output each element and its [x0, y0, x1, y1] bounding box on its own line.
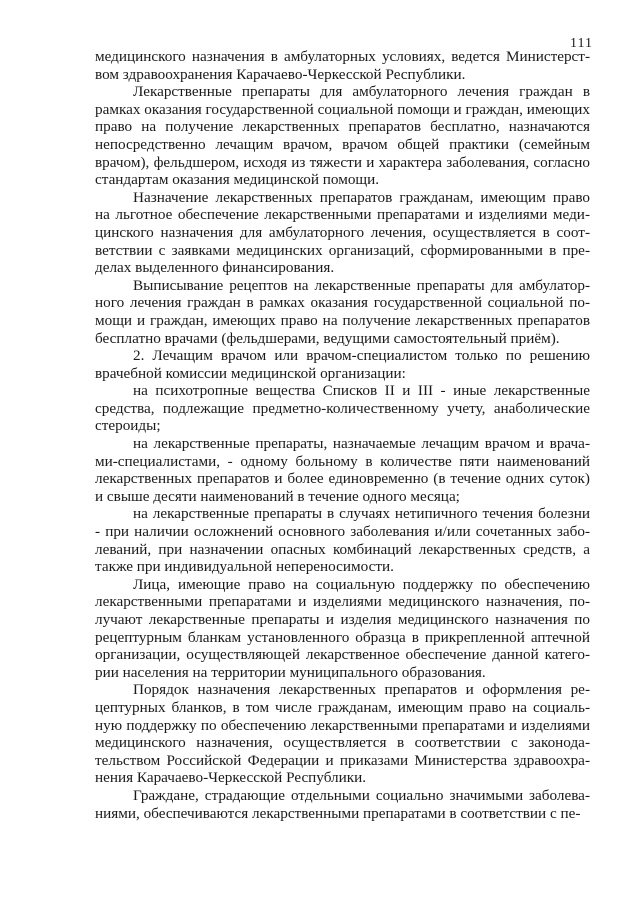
paragraph-atypical-course: на лекарственные препараты в случаях нетипичного течения болезни - при наличии осложнений основного заболевания и/или сочетанных заболеваний, при назначении опасных комбинаций лекарственных средств, а также при индивидуальной непереносимости.	[95, 505, 590, 576]
paragraph-procedure: Порядок назначения лекарственных препаратов и оформления рецептурных бланков, в том числе гражданам, имеющим право на социальную поддержку по обеспечению лекарственными препаратами и изделиями медицинского назначения, осуществляется в соответствии с законодательством Российской Федерации и приказами Министерства здравоохранения Карачаево-Черкесской Республики.	[95, 681, 590, 787]
paragraph-multiple-drugs: на лекарственные препараты, назначаемые лечащим врачом и врачами-специалистами, - одному больному в количестве пяти наименований лекарственных препаратов и более единовременно (в течение одних суток) и свыше десяти наименований в течение одного месяца;	[95, 435, 590, 505]
paragraph-psychotropic: на психотропные вещества Списков II и III - иные лекарственные средства, подлежащие предметно-количественному учету, анаболические стероиды;	[95, 382, 590, 435]
paragraph-item-2-commission: 2. Лечащим врачом или врачом-специалистом только по решению врачебной комиссии медицинской организации:	[95, 347, 590, 382]
paragraph-preferential-provision: Назначение лекарственных препаратов гражданам, имеющим право на льготное обеспечение лекарственными препаратами и изделиями медицинского назначения для амбулаторного лечения, осуществляется в соответствии с заявками медицинских организаций, сформированными в пределах выделенного финансирования.	[95, 188, 590, 277]
paragraph-prescription-writing: Выписывание рецептов на лекарственные препараты для амбулаторного лечения граждан в рамках оказания государственной социальной помощи и граждан, имеющих право на получение лекарственных препаратов бесплатно врачами (фельдшерами, ведущими самостоятельный приём).	[95, 276, 590, 347]
paragraph-outpatient-prescribing: Лекарственные препараты для амбулаторного лечения граждан в рамках оказания государственной социальной помощи и граждан, имеющих право на получение лекарственных препаратов бесплатно, назначаются непосредственно лечащим врачом, врачом общей практики (семейным врачом), фельдшером, исходя из тяжести и характера заболевания, согласно стандартам оказания медицинской помощи.	[95, 83, 590, 189]
paragraph-continuation: медицинского назначения в амбулаторных условиях, ведется Министерством здравоохранения Карачаево-Черкесской Республики.	[95, 48, 590, 83]
paragraph-social-support: Лица, имеющие право на социальную поддержку по обеспечению лекарственными препаратами и изделиями медицинского назначения, получают лекарственные препараты и изделия медицинского назначения по рецептурным бланкам установленного образца в прикрепленной аптечной организации, осуществляющей лекарственное обеспечение данной категории населения на территории муниципального образования.	[95, 575, 590, 681]
paragraph-socially-significant: Граждане, страдающие отдельными социально значимыми заболеваниями, обеспечиваются лекарственными препаратами в соответствии с пе-	[95, 786, 590, 822]
document-body	[95, 48, 590, 822]
page-number: 111	[570, 36, 593, 51]
